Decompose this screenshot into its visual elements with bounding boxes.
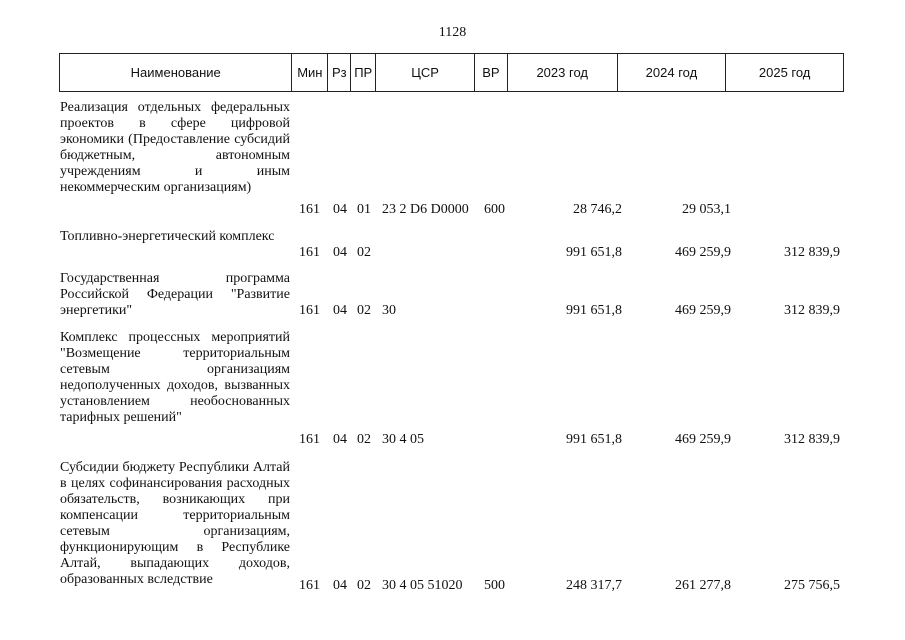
header-2024: 2024 год (618, 54, 727, 91)
row-pr: 02 (357, 578, 371, 593)
row-2023: 248 317,7 (566, 578, 622, 593)
row-vr: 600 (484, 202, 505, 217)
row-csr: 30 4 05 (382, 432, 424, 447)
row-2024: 29 053,1 (682, 202, 731, 217)
row-pr: 02 (357, 432, 371, 447)
row-2023: 991 651,8 (566, 303, 622, 318)
row-min: 161 (299, 578, 320, 593)
table-row (0, 229, 905, 261)
row-rz: 04 (333, 202, 347, 217)
row-vr: 500 (484, 578, 505, 593)
row-name: Субсидии бюджету Республики Алтай в целях софинансирования расходных обязательств, возникающих при компенсации территориальным сетевым организациям, функционирующим в Республике Алтай, выпадающих доходов, образованных вследствие (60, 460, 290, 587)
table-row (0, 271, 905, 319)
row-2023: 991 651,8 (566, 245, 622, 260)
table-row (0, 100, 905, 218)
row-2025: 312 839,9 (784, 245, 840, 260)
row-name: Топливно-энергетический комплекс (60, 229, 275, 244)
header-rz: Рз (328, 54, 351, 91)
header-pr: ПР (351, 54, 376, 91)
row-2024: 469 259,9 (675, 245, 731, 260)
row-rz: 04 (333, 432, 347, 447)
header-min: Мин (292, 54, 328, 91)
row-rz: 04 (333, 578, 347, 593)
row-rz: 04 (333, 245, 347, 260)
header-csr: ЦСР (376, 54, 475, 91)
row-csr: 30 4 05 51020 (382, 578, 463, 593)
row-2025: 312 839,9 (784, 303, 840, 318)
row-name: Реализация отдельных федеральных проектов в сфере цифровой экономики (Предоставление субсидий бюджетным, автономным учреждениям и иным некоммерческим организациям) (60, 100, 290, 195)
row-2025: 275 756,5 (784, 578, 840, 593)
row-csr: 30 (382, 303, 396, 318)
row-2023: 28 746,2 (573, 202, 622, 217)
row-2023: 991 651,8 (566, 432, 622, 447)
row-2025: 312 839,9 (784, 432, 840, 447)
row-pr: 01 (357, 202, 371, 217)
row-name: Комплекс процессных мероприятий "Возмещение территориальным сетевым организациям недополученных доходов, вызванных установлением необоснованных тарифных решений" (60, 330, 290, 425)
row-2024: 261 277,8 (675, 578, 731, 593)
table-row (0, 460, 905, 594)
row-min: 161 (299, 303, 320, 318)
table-row (0, 330, 905, 448)
row-min: 161 (299, 432, 320, 447)
row-pr: 02 (357, 303, 371, 318)
page-number: 1128 (438, 25, 467, 40)
row-min: 161 (299, 245, 320, 260)
row-name: Государственная программа Российской Федерации "Развитие энергетики" (60, 271, 290, 318)
header-2025: 2025 год (758, 65, 811, 80)
row-2024: 469 259,9 (675, 303, 731, 318)
row-pr: 02 (357, 245, 371, 260)
header-vr: ВР (475, 54, 508, 91)
row-2024: 469 259,9 (675, 432, 731, 447)
table-header (59, 53, 844, 92)
row-min: 161 (299, 202, 320, 217)
row-csr: 23 2 D6 D0000 (382, 202, 469, 217)
header-name: Наименование (60, 54, 292, 91)
header-2023: 2023 год (508, 54, 618, 91)
row-rz: 04 (333, 303, 347, 318)
